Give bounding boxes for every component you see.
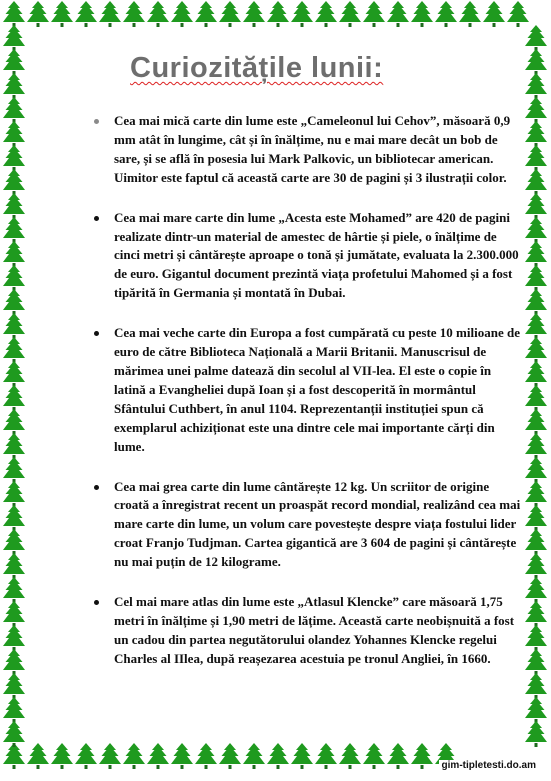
tree-icon (525, 553, 547, 579)
tree-icon (219, 743, 241, 769)
tree-icon (525, 481, 547, 507)
fact-text: Cel mai mare atlas din lume este „Atlasul Klencke” care măsoară 1,75 metri în înălțime și 1,90 metri de lățime. Această carte neobișnuită a fost un cadou din partea negutătorului olandez Yohannes Klencke regelui Charles al IIlea, după reașezarea acestuia pe tronul Angliei, în 1660. (114, 594, 515, 666)
tree-icon (3, 457, 25, 483)
tree-icon (525, 385, 547, 411)
tree-icon (525, 649, 547, 675)
tree-icon (525, 25, 547, 51)
tree-icon (123, 743, 145, 769)
tree-icon (525, 673, 547, 699)
tree-icon (3, 241, 25, 267)
bullet-icon (94, 119, 99, 124)
facts-list (92, 112, 522, 669)
tree-icon (525, 49, 547, 75)
tree-icon (525, 145, 547, 171)
tree-icon (3, 673, 25, 699)
tree-icon (435, 1, 457, 27)
tree-icon (315, 743, 337, 769)
tree-icon (3, 265, 25, 291)
fact-text: Cea mai mică carte din lume este „Cameleonul lui Cehov”, măsoară 0,9 mm atât în lungime, cât și în înălțime, nu e mai mare decât un bob de sare, și se află în posesia lui Mark Palkovic, un bibliotecar american. Uimitor este faptul că această carte are 30 de pagini și 3 ilustrații color. (114, 113, 511, 185)
bullet-icon (94, 216, 99, 221)
tree-icon (195, 1, 217, 27)
tree-icon (387, 1, 409, 27)
tree-icon (315, 1, 337, 27)
tree-icon (3, 505, 25, 531)
tree-icon (507, 1, 529, 27)
tree-icon (525, 313, 547, 339)
tree-icon (147, 743, 169, 769)
tree-icon (525, 601, 547, 627)
tree-icon (3, 145, 25, 171)
list-item (92, 324, 522, 456)
tree-icon (3, 553, 25, 579)
tree-icon (195, 743, 217, 769)
tree-icon (51, 743, 73, 769)
tree-icon (525, 625, 547, 651)
tree-icon (459, 1, 481, 27)
tree-icon (147, 1, 169, 27)
tree-icon (525, 721, 547, 747)
tree-icon (525, 697, 547, 723)
tree-icon (3, 25, 25, 51)
tree-icon (525, 169, 547, 195)
tree-icon (171, 1, 193, 27)
tree-icon (525, 241, 547, 267)
tree-icon (3, 361, 25, 387)
tree-icon (387, 743, 409, 769)
tree-icon (411, 1, 433, 27)
tree-icon (99, 743, 121, 769)
tree-icon (525, 337, 547, 363)
fact-text: Cea mai veche carte din Europa a fost cumpărată cu peste 10 milioane de euro de către Biblioteca Națională a Marii Britanii. Manuscrisul de mărimea unei palme datează din secolul al VII-lea. El este o copie în latină a Evangheliei după Ioan și a fost descoperită în mormântul Sfântului Cuthbert, în anul 1104. Reprezentanții instituției spun că exemplarul achiziționat este una dintre cele mai importante cărți din lume. (114, 325, 520, 454)
tree-icon (3, 193, 25, 219)
tree-icon (291, 743, 313, 769)
tree-icon (3, 721, 25, 747)
tree-icon (3, 529, 25, 555)
tree-icon (525, 73, 547, 99)
list-item (92, 209, 522, 304)
tree-icon (525, 121, 547, 147)
tree-icon (3, 649, 25, 675)
fact-text: Cea mai grea carte din lume cântărește 12 kg. Un scriitor de origine croată a înregistrat recent un proaspăt record mondial, realizând cea mai mare carte din lume, un volum care povestește despre viața fostului lider croat Franjo Tudjman. Cartea gigantică are 3 604 de pagini și cântărește nu mai puțin de 12 kilograme. (114, 478, 521, 570)
tree-icon (483, 1, 505, 27)
tree-icon (3, 409, 25, 435)
tree-icon (363, 743, 385, 769)
tree-icon (3, 121, 25, 147)
tree-icon (3, 697, 25, 723)
tree-icon (3, 481, 25, 507)
tree-icon (3, 385, 25, 411)
watermark-text: gim-tipletesti.do.am (439, 760, 539, 771)
tree-icon (3, 337, 25, 363)
tree-icon (3, 73, 25, 99)
tree-icon (219, 1, 241, 27)
list-item (92, 112, 522, 188)
tree-icon (525, 97, 547, 123)
bullet-icon (94, 485, 99, 490)
tree-icon (525, 577, 547, 603)
tree-icon (525, 289, 547, 315)
tree-icon (525, 361, 547, 387)
tree-icon (27, 1, 49, 27)
tree-icon (123, 1, 145, 27)
tree-icon (525, 433, 547, 459)
tree-icon (525, 505, 547, 531)
fact-text: Cea mai mare carte din lume „Acesta este Mohamed” are 420 de pagini realizate dintr-un material de amestec de hârtie și piele, o înălțime de cinci metri și cântărește aproape o tonă și jumătate, evaluata la 2.300.000 de euro. Gigantul document prezintă viața profetului Mahomed și a fost tipărită în Germania și montată în Dubai. (114, 209, 519, 301)
tree-icon (75, 1, 97, 27)
bullet-icon (94, 331, 99, 336)
tree-icon (243, 743, 265, 769)
tree-icon (3, 625, 25, 651)
tree-icon (267, 1, 289, 27)
list-item (92, 593, 522, 669)
tree-icon (291, 1, 313, 27)
tree-icon (99, 1, 121, 27)
tree-icon (525, 193, 547, 219)
tree-icon (75, 743, 97, 769)
tree-icon (363, 1, 385, 27)
tree-icon (525, 529, 547, 555)
tree-icon (3, 577, 25, 603)
tree-icon (3, 601, 25, 627)
tree-icon (3, 97, 25, 123)
tree-icon (51, 1, 73, 27)
tree-icon (3, 49, 25, 75)
bullet-icon (94, 600, 99, 605)
tree-icon (3, 217, 25, 243)
tree-icon (27, 743, 49, 769)
tree-icon (171, 743, 193, 769)
page-title: Curiozitățile lunii: (130, 52, 384, 84)
tree-icon (339, 743, 361, 769)
tree-icon (267, 743, 289, 769)
tree-icon (243, 1, 265, 27)
tree-icon (3, 433, 25, 459)
list-item (92, 478, 522, 573)
tree-icon (525, 217, 547, 243)
tree-icon (3, 1, 25, 27)
tree-icon (525, 409, 547, 435)
tree-icon (525, 265, 547, 291)
tree-icon (411, 743, 433, 769)
tree-icon (3, 289, 25, 315)
tree-icon (339, 1, 361, 27)
tree-icon (3, 313, 25, 339)
tree-icon (3, 169, 25, 195)
tree-icon (525, 457, 547, 483)
